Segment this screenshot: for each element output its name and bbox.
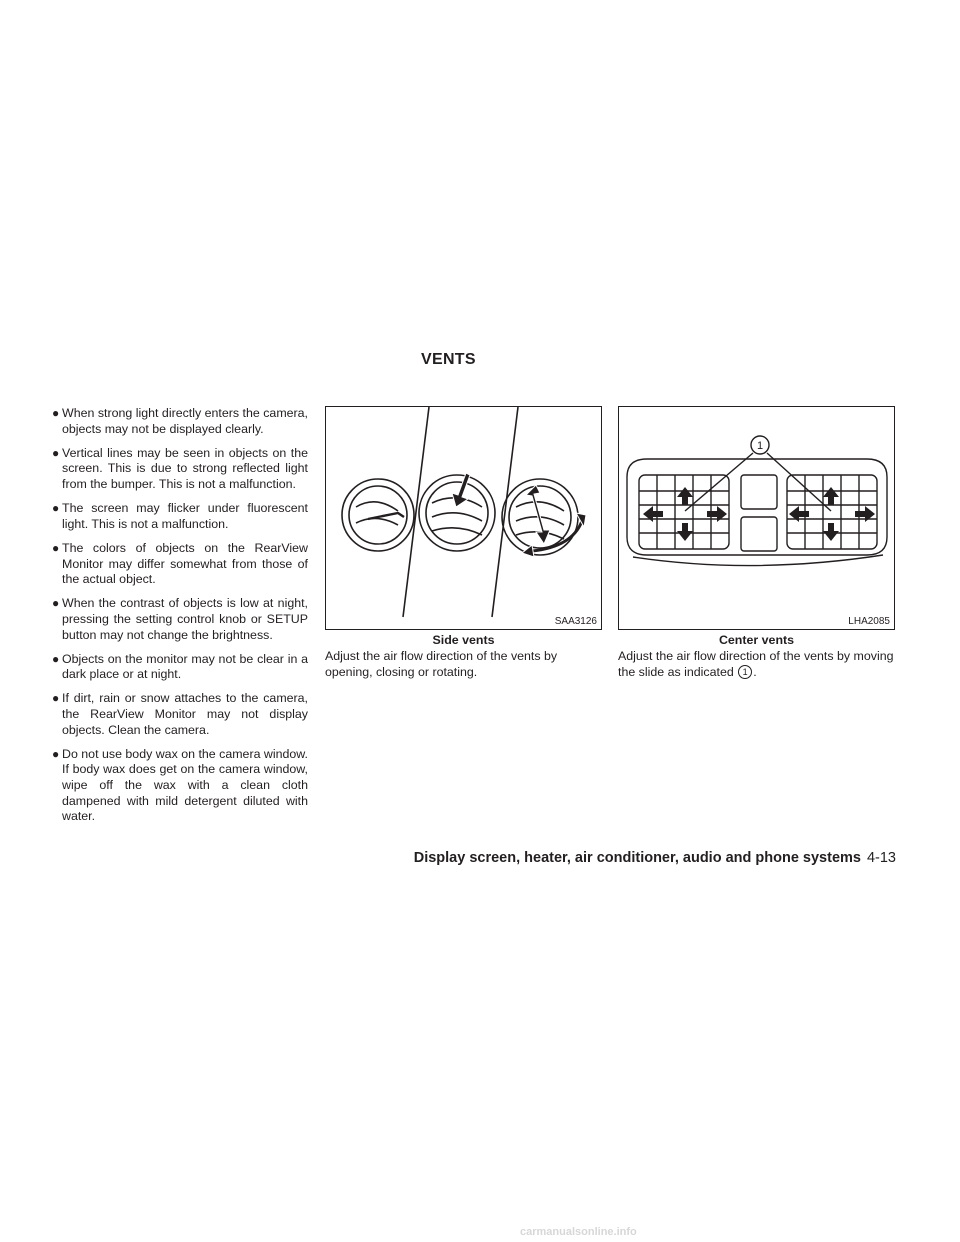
bullet-icon: ● — [52, 691, 60, 706]
center-vents-figure — [618, 406, 895, 630]
side-vents-illustration — [326, 407, 602, 630]
bullet-list — [52, 406, 308, 833]
bullet-icon: ● — [52, 406, 60, 420]
list-item: ● When strong light directly enters the camera, objects may not be displayed clearly. — [52, 406, 308, 436]
list-item: ● Do not use body wax on the camera window. If body wax does get on the camera window, wipe off the wax with a clean cloth dampened with mild detergent diluted with water. — [52, 746, 308, 824]
bullet-icon: ● — [52, 746, 60, 761]
bullet-icon: ● — [52, 540, 60, 555]
list-item: ● The colors of objects on the RearView Monitor may differ somewhat from those of the actual object. — [52, 540, 308, 587]
side-vents-text: Adjust the air flow direction of the vents by opening, closing or rotating. — [325, 649, 558, 679]
center-vents-text: Adjust the air flow direction of the vents by moving the slide as indicated 1 . — [618, 649, 894, 679]
figure-code: LHA2085 — [848, 616, 890, 627]
section-title: VENTS — [421, 351, 476, 368]
side-vents-caption: Side vents — [432, 633, 495, 647]
list-item: ● If dirt, rain or snow attaches to the camera, the RearView Monitor may not display objects. Clean the camera. — [52, 691, 308, 737]
side-vents-figure — [325, 406, 602, 630]
bullet-icon: ● — [52, 445, 60, 460]
list-item: ● Objects on the monitor may not be clear in a dark place or at night. — [52, 651, 308, 682]
list-item: ● When the contrast of objects is low at night, pressing the setting control knob or SETUP button may not change the brightness. — [52, 596, 308, 642]
list-item: ● The screen may flicker under fluorescent light. This is not a malfunction. — [52, 501, 308, 531]
bullet-icon: ● — [52, 596, 60, 611]
chapter-title: Display screen, heater, air conditioner, audio and phone systems — [413, 850, 861, 866]
page-number: 4-13 — [866, 850, 896, 866]
callout-badge: 1 — [738, 665, 752, 679]
callout-number: 1 — [756, 440, 764, 452]
list-item: ● Vertical lines may be seen in objects on the screen. This is due to strong reflected light from the bumper. This is not a malfunction. — [52, 445, 308, 491]
center-vents-illustration — [619, 407, 895, 630]
bullet-icon: ● — [52, 501, 60, 516]
watermark: carmanualsonline.info — [520, 1226, 637, 1238]
figure-code: SAA3126 — [554, 616, 597, 627]
bullet-icon: ● — [52, 651, 60, 666]
center-vents-caption: Center vents — [718, 633, 795, 647]
page-footer — [414, 850, 896, 866]
